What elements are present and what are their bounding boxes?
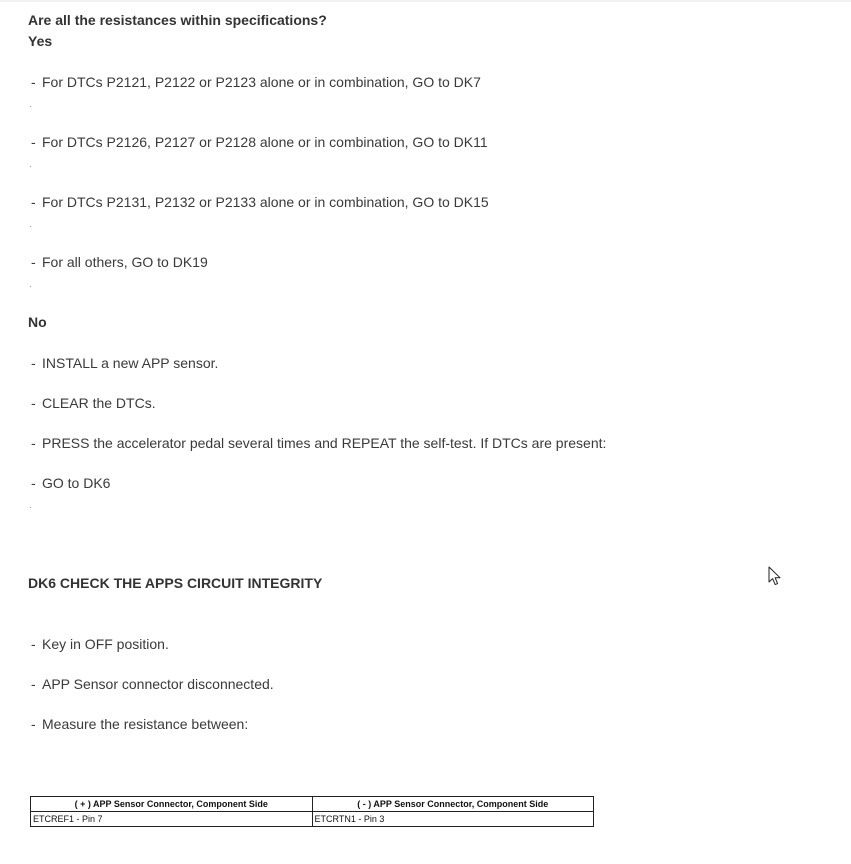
- table-cell-negative-pin: ETCRTN1 - Pin 3: [312, 812, 594, 827]
- table-row: [31, 812, 594, 827]
- no-item-install: - INSTALL a new APP sensor.: [31, 355, 219, 371]
- bullet-dash: -: [31, 254, 36, 270]
- bullet-dash: -: [31, 74, 36, 90]
- section-item-key-off: - Key in OFF position.: [31, 636, 169, 652]
- spacer-dot: [30, 166, 31, 167]
- section-item-measure: - Measure the resistance between:: [31, 716, 249, 732]
- section-title: DK6 CHECK THE APPS CIRCUIT INTEGRITY: [28, 575, 323, 591]
- bullet-dash: -: [31, 716, 36, 732]
- mouse-pointer-icon: [768, 566, 782, 586]
- yes-item-dk11: - For DTCs P2126, P2127 or P2128 alone or in combination, GO to DK11: [31, 134, 488, 150]
- section-item-connector: - APP Sensor connector disconnected.: [31, 676, 274, 692]
- table-cell-positive-pin: ETCREF1 - Pin 7: [31, 812, 313, 827]
- resistance-question: Are all the resistances within specifications?: [28, 12, 327, 28]
- table-header-positive: ( + ) APP Sensor Connector, Component Side: [31, 797, 313, 812]
- bullet-dash: -: [31, 194, 36, 210]
- no-item-press: - PRESS the accelerator pedal several times and REPEAT the self-test. If DTCs are present:: [31, 435, 607, 451]
- no-item-clear: - CLEAR the DTCs.: [31, 395, 156, 411]
- spacer-dot: [30, 507, 31, 508]
- bullet-dash: -: [31, 435, 36, 451]
- bullet-dash: -: [31, 355, 36, 371]
- bullet-dash: -: [31, 475, 36, 491]
- yes-item-dk15: - For DTCs P2131, P2132 or P2133 alone or in combination, GO to DK15: [31, 194, 489, 210]
- bullet-dash: -: [31, 636, 36, 652]
- spacer-dot: [30, 106, 31, 107]
- table-header-row: [31, 797, 594, 812]
- bullet-dash: -: [31, 676, 36, 692]
- yes-heading: Yes: [28, 33, 53, 49]
- yes-item-dk19: - For all others, GO to DK19: [31, 254, 208, 270]
- spacer-dot: [30, 286, 31, 287]
- yes-item-dk7: - For DTCs P2121, P2122 or P2123 alone or in combination, GO to DK7: [31, 74, 481, 90]
- connector-pin-table: [30, 796, 594, 827]
- spacer-dot: [30, 226, 31, 227]
- no-heading: No: [28, 314, 47, 330]
- bullet-dash: -: [31, 395, 36, 411]
- bullet-dash: -: [31, 134, 36, 150]
- no-item-go-dk6: - GO to DK6: [31, 475, 111, 491]
- table-header-negative: ( - ) APP Sensor Connector, Component Side: [312, 797, 594, 812]
- top-divider: [0, 0, 851, 2]
